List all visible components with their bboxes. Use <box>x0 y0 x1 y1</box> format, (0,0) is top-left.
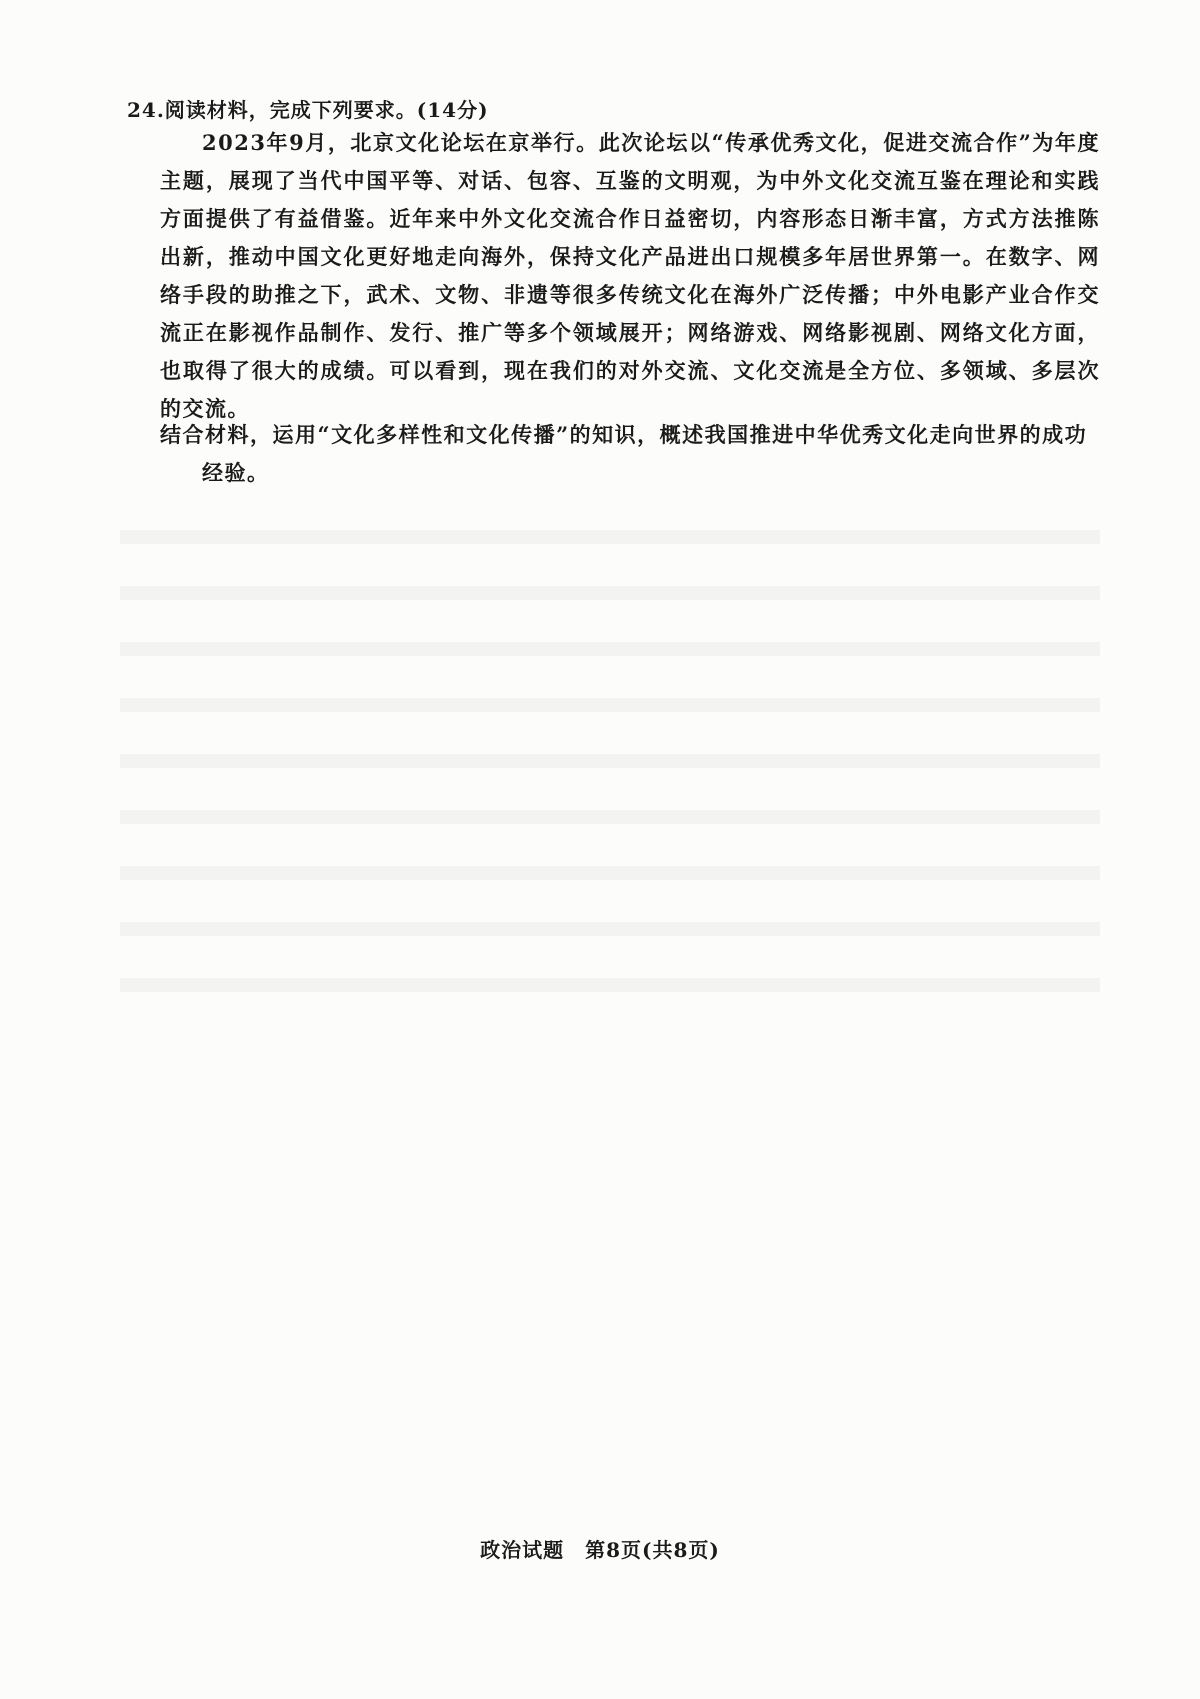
page-footer: 政治试题 第8页(共8页) <box>480 1538 720 1562</box>
material-paragraph: 2023年9月，北京文化论坛在京举行。此次论坛以“传承优秀文化，促进交流合作”为年度主题，展现了当代中国平等、对话、包容、互鉴的文明观，为中外文化交流互鉴在理论和实践方面提供了有益借鉴。近年来中外文化交流合作日益密切，内容形态日渐丰富，方式方法推陈出新，推动中国文化更好地走向海外，保持文化产品进出口规模多年居世界第一。在数字、网络手段的助推之下，武术、文物、非遗等很多传统文化在海外广泛传播；中外电影产业合作交流正在影视作品制作、发行、推广等多个领域展开；网络游戏、网络影视剧、网络文化方面，也取得了很大的成绩。可以看到，现在我们的对外交流、文化交流是全方位、多领域、多层次的交流。 <box>160 130 1100 421</box>
task-text: 结合材料，运用“文化多样性和文化传播”的知识，概述我国推进中华优秀文化走向世界的成功经验。 <box>160 422 1088 485</box>
question-title: 24.阅读材料，完成下列要求。(14分) <box>127 98 489 122</box>
material-text <box>160 124 1100 428</box>
question-task <box>160 416 1100 492</box>
bleed-through-texture <box>120 500 1100 1000</box>
